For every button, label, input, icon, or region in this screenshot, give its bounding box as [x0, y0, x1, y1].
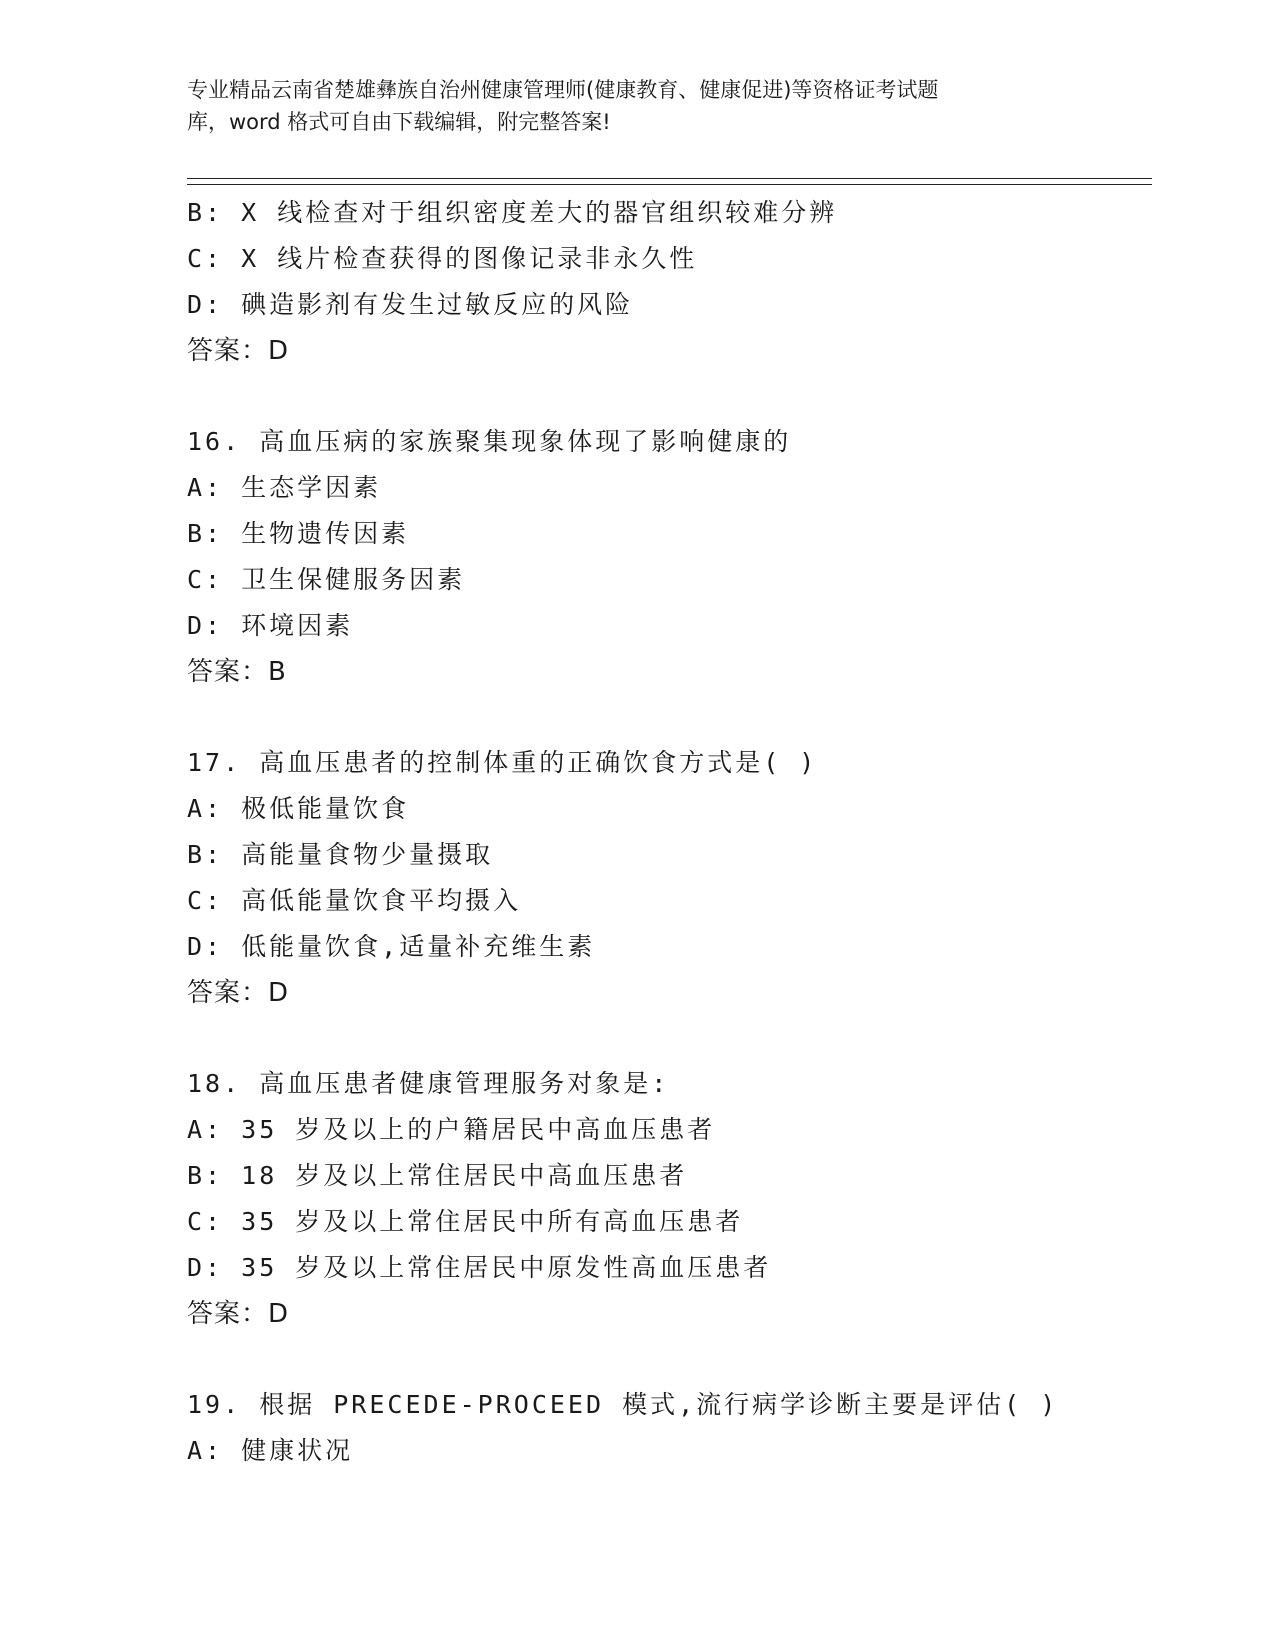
option-a-q19: A: 健康状况: [187, 1436, 354, 1465]
option-c-q18: C: 35 岁及以上常住居民中所有高血压患者: [187, 1207, 744, 1236]
answer-q15: 答案：D: [187, 336, 290, 366]
option-a-q16: A: 生态学因素: [187, 473, 382, 502]
spacer: [187, 695, 1147, 740]
spacer: [187, 1337, 1147, 1382]
option-a-q17: A: 极低能量饮食: [187, 794, 410, 823]
answer-q17: 答案：D: [187, 978, 290, 1008]
option-b-q18: B: 18 岁及以上常住居民中高血压患者: [187, 1161, 688, 1190]
spacer: [187, 1016, 1147, 1061]
option-b-q15: B: X 线检查对于组织密度差大的器官组织较难分辨: [187, 198, 838, 227]
question-17-stem: 17. 高血压患者的控制体重的正确饮食方式是( ): [187, 748, 818, 777]
option-c-q17: C: 高低能量饮食平均摄入: [187, 886, 522, 915]
option-d-q18: D: 35 岁及以上常住居民中原发性高血压患者: [187, 1253, 772, 1282]
document-header: [187, 74, 1087, 138]
spacer: [187, 374, 1147, 419]
option-a-q18: A: 35 岁及以上的户籍居民中高血压患者: [187, 1115, 716, 1144]
option-c-q15: C: X 线片检查获得的图像记录非永久性: [187, 244, 698, 273]
answer-q16: 答案：B: [187, 657, 287, 687]
header-line-1: 专业精品云南省楚雄彝族自治州健康管理师(健康教育、健康促进)等资格证考试题: [187, 78, 939, 102]
question-18-stem: 18. 高血压患者健康管理服务对象是:: [187, 1069, 670, 1098]
option-b-q17: B: 高能量食物少量摄取: [187, 840, 494, 869]
header-divider-bottom: [187, 184, 1152, 185]
question-19-stem: 19. 根据 PRECEDE-PROCEED 模式,流行病学诊断主要是评估( ): [187, 1390, 1059, 1419]
option-d-q15: D: 碘造影剂有发生过敏反应的风险: [187, 290, 634, 319]
answer-q18: 答案：D: [187, 1299, 290, 1329]
option-d-q17: D: 低能量饮食,适量补充维生素: [187, 932, 596, 961]
option-d-q16: D: 环境因素: [187, 611, 354, 640]
question-content: [187, 190, 1147, 1474]
option-b-q16: B: 生物遗传因素: [187, 519, 410, 548]
header-line-2: 库，word 格式可自由下载编辑，附完整答案!: [187, 110, 611, 134]
question-16-stem: 16. 高血压病的家族聚集现象体现了影响健康的: [187, 427, 792, 456]
option-c-q16: C: 卫生保健服务因素: [187, 565, 466, 594]
header-divider-top: [187, 178, 1152, 179]
